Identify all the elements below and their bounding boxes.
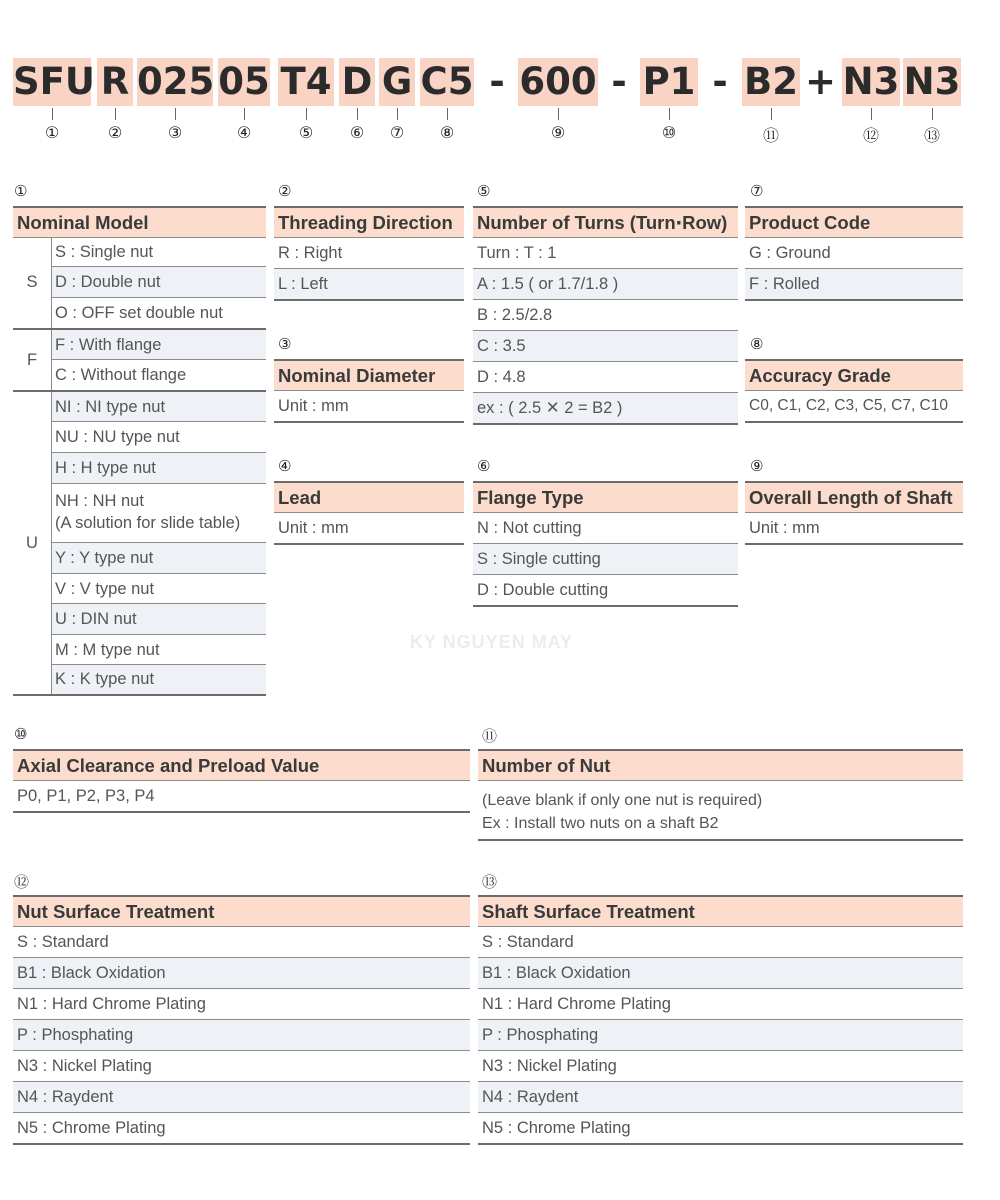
shaft-length-title: Overall Length of Shaft — [745, 481, 963, 513]
nominal-model-table — [13, 206, 266, 238]
table-row: P : Phosphating — [13, 1020, 470, 1051]
code-segment-lead: 05 — [218, 58, 270, 106]
section-number: ⑫ — [14, 873, 30, 891]
table-row: Unit : mm — [274, 513, 464, 545]
section-number: ⑤ — [477, 182, 491, 200]
model-item: U : DIN nut — [52, 604, 266, 635]
watermark: KY NGUYEN MAY — [410, 632, 574, 652]
section-number: ① — [14, 182, 28, 200]
table-row: B1 : Black Oxidation — [478, 958, 963, 989]
code-number: ⑧ — [439, 123, 455, 142]
table-row: B : 2.5/2.8 — [473, 300, 738, 331]
model-item: D : Double nut — [52, 267, 266, 298]
code-plus: + — [805, 60, 837, 103]
accuracy-title: Accuracy Grade — [745, 359, 963, 391]
table-row: L : Left — [274, 269, 464, 301]
table-row: S : Standard — [13, 927, 470, 958]
flange-table — [473, 481, 738, 607]
code-segment-direction: R — [97, 58, 133, 106]
table-row: S : Single cutting — [473, 544, 738, 575]
table-row: N5 : Chrome Plating — [13, 1113, 470, 1145]
model-item: V : V type nut — [52, 574, 266, 604]
turns-title: Number of Turns (Turn‧Row) — [473, 206, 738, 238]
table-row: Unit : mm — [274, 391, 464, 423]
model-code-line — [0, 0, 1000, 160]
code-number: ③ — [167, 123, 183, 142]
code-number: ② — [107, 123, 123, 142]
table-row: C0, C1, C2, C3, C5, C7, C10 — [745, 391, 963, 423]
table-row: N1 : Hard Chrome Plating — [478, 989, 963, 1020]
model-item-subtext: (A solution for slide table) — [55, 514, 241, 532]
num-nut-note — [478, 781, 963, 841]
table-row: ex : ( 2.5 ✕ 2 = B2 ) — [473, 393, 738, 425]
table-row: N : Not cutting — [473, 513, 738, 544]
code-segment-series: SFU — [13, 58, 91, 106]
code-separator: - — [712, 60, 728, 103]
code-number: ① — [44, 123, 60, 142]
shaft-surface-table — [478, 895, 963, 1145]
table-row: A : 1.5 ( or 1.7/1.8 ) — [473, 269, 738, 300]
num-nut-table — [478, 749, 963, 841]
section-number: ④ — [278, 457, 292, 475]
group-label-s: S — [13, 237, 52, 328]
note-line: (Leave blank if only one nut is required) — [482, 792, 763, 809]
model-item-text: NH : NH nut — [55, 492, 144, 510]
code-number: ④ — [236, 123, 252, 142]
code-segment-accuracy: C5 — [420, 58, 474, 106]
table-row: N1 : Hard Chrome Plating — [13, 989, 470, 1020]
model-item: O : OFF set double nut — [55, 304, 223, 322]
section-number: ⑬ — [482, 873, 498, 891]
section-number: ② — [278, 182, 292, 200]
product-code-title: Product Code — [745, 206, 963, 238]
code-segment-turns: T4 — [278, 58, 334, 106]
shaft-surface-title: Shaft Surface Treatment — [478, 895, 963, 927]
code-number: ⑥ — [349, 123, 365, 142]
group-label-u: U — [13, 392, 52, 694]
shaft-length-table — [745, 481, 963, 545]
section-number: ⑧ — [750, 335, 764, 353]
code-number: ⑬ — [923, 126, 940, 145]
table-row: N4 : Raydent — [478, 1082, 963, 1113]
code-segment-shaft-surface: N3 — [903, 58, 961, 106]
model-item: NI : NI type nut — [52, 392, 266, 422]
code-number: ⑩ — [661, 123, 677, 142]
section-number: ⑩ — [14, 725, 28, 743]
table-row: R : Right — [274, 238, 464, 269]
code-number: ⑫ — [862, 126, 879, 145]
table-row: Turn : T : 1 — [473, 238, 738, 269]
code-segment-diameter: 025 — [137, 58, 213, 106]
code-number: ⑪ — [762, 126, 779, 145]
model-item: S : Single nut — [52, 237, 266, 267]
clearance-title: Axial Clearance and Preload Value — [13, 749, 470, 781]
section-number: ⑪ — [482, 727, 498, 745]
diameter-table — [274, 359, 464, 423]
model-item: Y : Y type nut — [52, 543, 266, 574]
turns-table — [473, 206, 738, 425]
model-item: F : With flange — [52, 330, 266, 360]
table-row: D : Double cutting — [473, 575, 738, 607]
threading-title: Threading Direction — [274, 206, 464, 238]
table-row: N3 : Nickel Plating — [478, 1051, 963, 1082]
table-row: S : Standard — [478, 927, 963, 958]
table-row: G : Ground — [745, 238, 963, 269]
code-separator: - — [489, 60, 505, 103]
model-item: H : H type nut — [52, 453, 266, 484]
code-segment-length: 600 — [518, 58, 598, 106]
lead-title: Lead — [274, 481, 464, 513]
table-row: Unit : mm — [745, 513, 963, 545]
table-row: C : 3.5 — [473, 331, 738, 362]
code-number: ⑤ — [298, 123, 314, 142]
flange-title: Flange Type — [473, 481, 738, 513]
table-row: N4 : Raydent — [13, 1082, 470, 1113]
table-row: F : Rolled — [745, 269, 963, 301]
group-label-f: F — [13, 330, 52, 390]
accuracy-table — [745, 359, 963, 423]
model-item: M : M type nut — [52, 635, 266, 665]
code-segment-nut-count: B2 — [742, 58, 800, 106]
clearance-table — [13, 749, 470, 813]
code-number: ⑨ — [550, 123, 566, 142]
table-row: N5 : Chrome Plating — [478, 1113, 963, 1145]
nut-surface-table — [13, 895, 470, 1145]
code-number: ⑦ — [389, 123, 405, 142]
table-row: P : Phosphating — [478, 1020, 963, 1051]
section-number: ⑥ — [477, 457, 491, 475]
note-line: Ex : Install two nuts on a shaft B2 — [482, 815, 719, 832]
model-item: NU : NU type nut — [52, 422, 266, 453]
model-item-nh — [52, 484, 266, 543]
code-separator: - — [611, 60, 627, 103]
section-number: ⑨ — [750, 457, 764, 475]
section-number: ③ — [278, 335, 292, 353]
table-row: N3 : Nickel Plating — [13, 1051, 470, 1082]
num-nut-title: Number of Nut — [478, 749, 963, 781]
code-segment-clearance: P1 — [640, 58, 698, 106]
model-item: K : K type nut — [52, 665, 266, 694]
product-code-table — [745, 206, 963, 301]
lead-table — [274, 481, 464, 545]
table-row: P0, P1, P2, P3, P4 — [13, 781, 470, 813]
code-segment-flange: D — [339, 58, 375, 106]
table-row: B1 : Black Oxidation — [13, 958, 470, 989]
code-segment-nut-surface: N3 — [842, 58, 900, 106]
model-item: C : Without flange — [55, 366, 187, 384]
table-row: D : 4.8 — [473, 362, 738, 393]
diameter-title: Nominal Diameter — [274, 359, 464, 391]
nominal-model-title: Nominal Model — [13, 206, 266, 238]
code-segment-product: G — [379, 58, 415, 106]
nut-surface-title: Nut Surface Treatment — [13, 895, 470, 927]
threading-table — [274, 206, 464, 301]
section-number: ⑦ — [750, 182, 764, 200]
